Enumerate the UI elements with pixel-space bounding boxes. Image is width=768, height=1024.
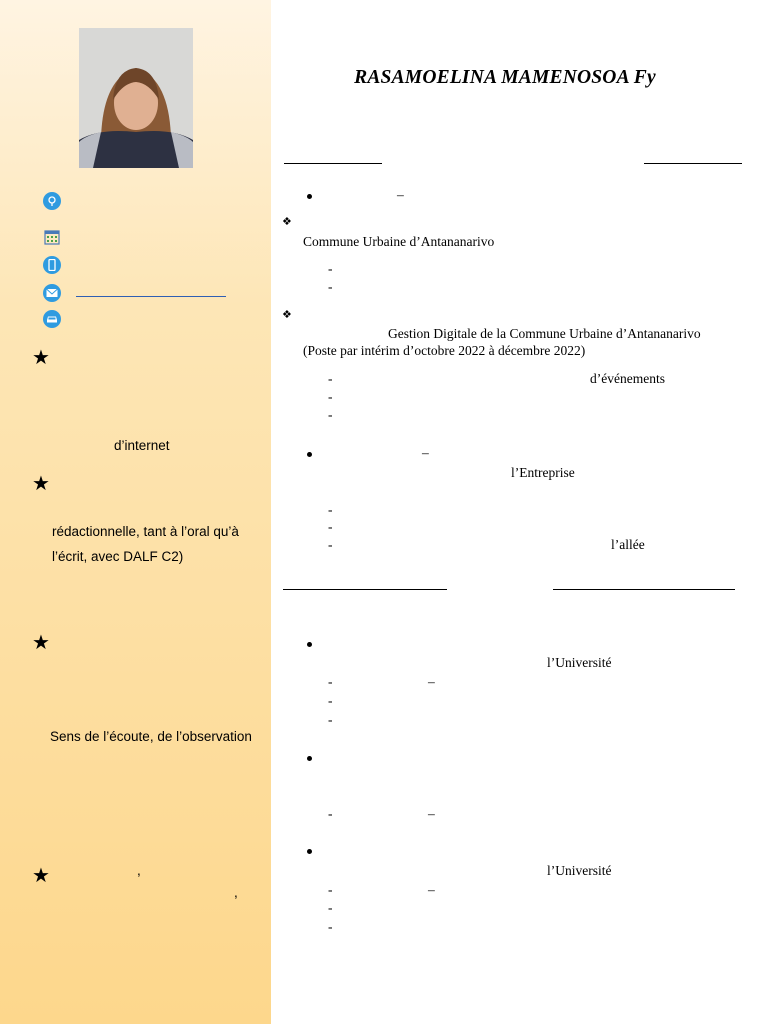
language-text-line2: l’écrit, avec DALF C2): [52, 549, 184, 564]
education-heading-rule-right: [553, 589, 735, 590]
star-bullet-languages: ★: [32, 471, 50, 495]
task-dash: -: [328, 882, 333, 897]
interests-comma-1: ,: [137, 863, 141, 878]
car-icon: [43, 310, 61, 328]
task-events: d’événements: [590, 371, 665, 386]
education-dash-3: –: [428, 882, 435, 897]
task-dash: -: [328, 537, 333, 552]
bullet-education-1: [307, 642, 312, 647]
task-dash: -: [328, 693, 333, 708]
sidebar: [0, 0, 271, 1024]
star-bullet-interests: ★: [32, 863, 50, 887]
star-bullet-skills: ★: [32, 345, 50, 369]
experience-heading-rule-left: [284, 163, 382, 164]
university-2: l’Université: [547, 863, 612, 878]
profile-photo: [79, 28, 193, 168]
bullet-education-2: [307, 756, 312, 761]
task-dash: -: [328, 389, 333, 404]
diamond-bullet-1: ❖: [282, 215, 292, 228]
experience-heading-rule-right: [644, 163, 742, 164]
task-dash: -: [328, 502, 333, 517]
star-bullet-qualities: ★: [32, 630, 50, 654]
task-dash: -: [328, 407, 333, 422]
task-dash: -: [328, 371, 333, 386]
candidate-name: RASAMOELINA MAMENOSOA Fy: [354, 67, 656, 88]
bullet-experience-1: [307, 194, 312, 199]
task-dash: -: [328, 261, 333, 276]
education-heading-rule-left: [283, 589, 447, 590]
task-allee: l’allée: [611, 537, 645, 552]
task-dash: -: [328, 806, 333, 821]
university-1: l’Université: [547, 655, 612, 670]
task-dash: -: [328, 279, 333, 294]
task-dash: -: [328, 919, 333, 934]
skill-internet-text: d’internet: [114, 438, 170, 453]
task-dash: -: [328, 900, 333, 915]
bullet-education-3: [307, 849, 312, 854]
interests-comma-2: ,: [234, 885, 238, 900]
task-dash: -: [328, 519, 333, 534]
qualities-text: Sens de l’écoute, de l’observation: [50, 729, 252, 744]
email-icon: [43, 284, 61, 302]
language-text-line1: rédactionnelle, tant à l’oral qu’à: [52, 524, 239, 539]
company-name: l’Entreprise: [511, 465, 575, 480]
bullet-experience-2: [307, 452, 312, 457]
employer-2-interim: (Poste par intérim d’octobre 2022 à décembre 2022): [303, 343, 586, 358]
task-dash: -: [328, 674, 333, 689]
task-dash: -: [328, 712, 333, 727]
phone-icon: [43, 256, 61, 274]
experience-dash-1: –: [397, 187, 404, 202]
experience-dash-2: –: [422, 445, 429, 460]
diamond-bullet-2: ❖: [282, 308, 292, 321]
education-dash-2: –: [428, 806, 435, 821]
education-dash-1: –: [428, 674, 435, 689]
email-link[interactable]: [76, 296, 226, 297]
employer-1: Commune Urbaine d’Antananarivo: [303, 234, 495, 249]
calendar-icon: [43, 228, 61, 246]
employer-2: Gestion Digitale de la Commune Urbaine d’Antananarivo: [388, 326, 701, 341]
location-icon: [43, 192, 61, 210]
